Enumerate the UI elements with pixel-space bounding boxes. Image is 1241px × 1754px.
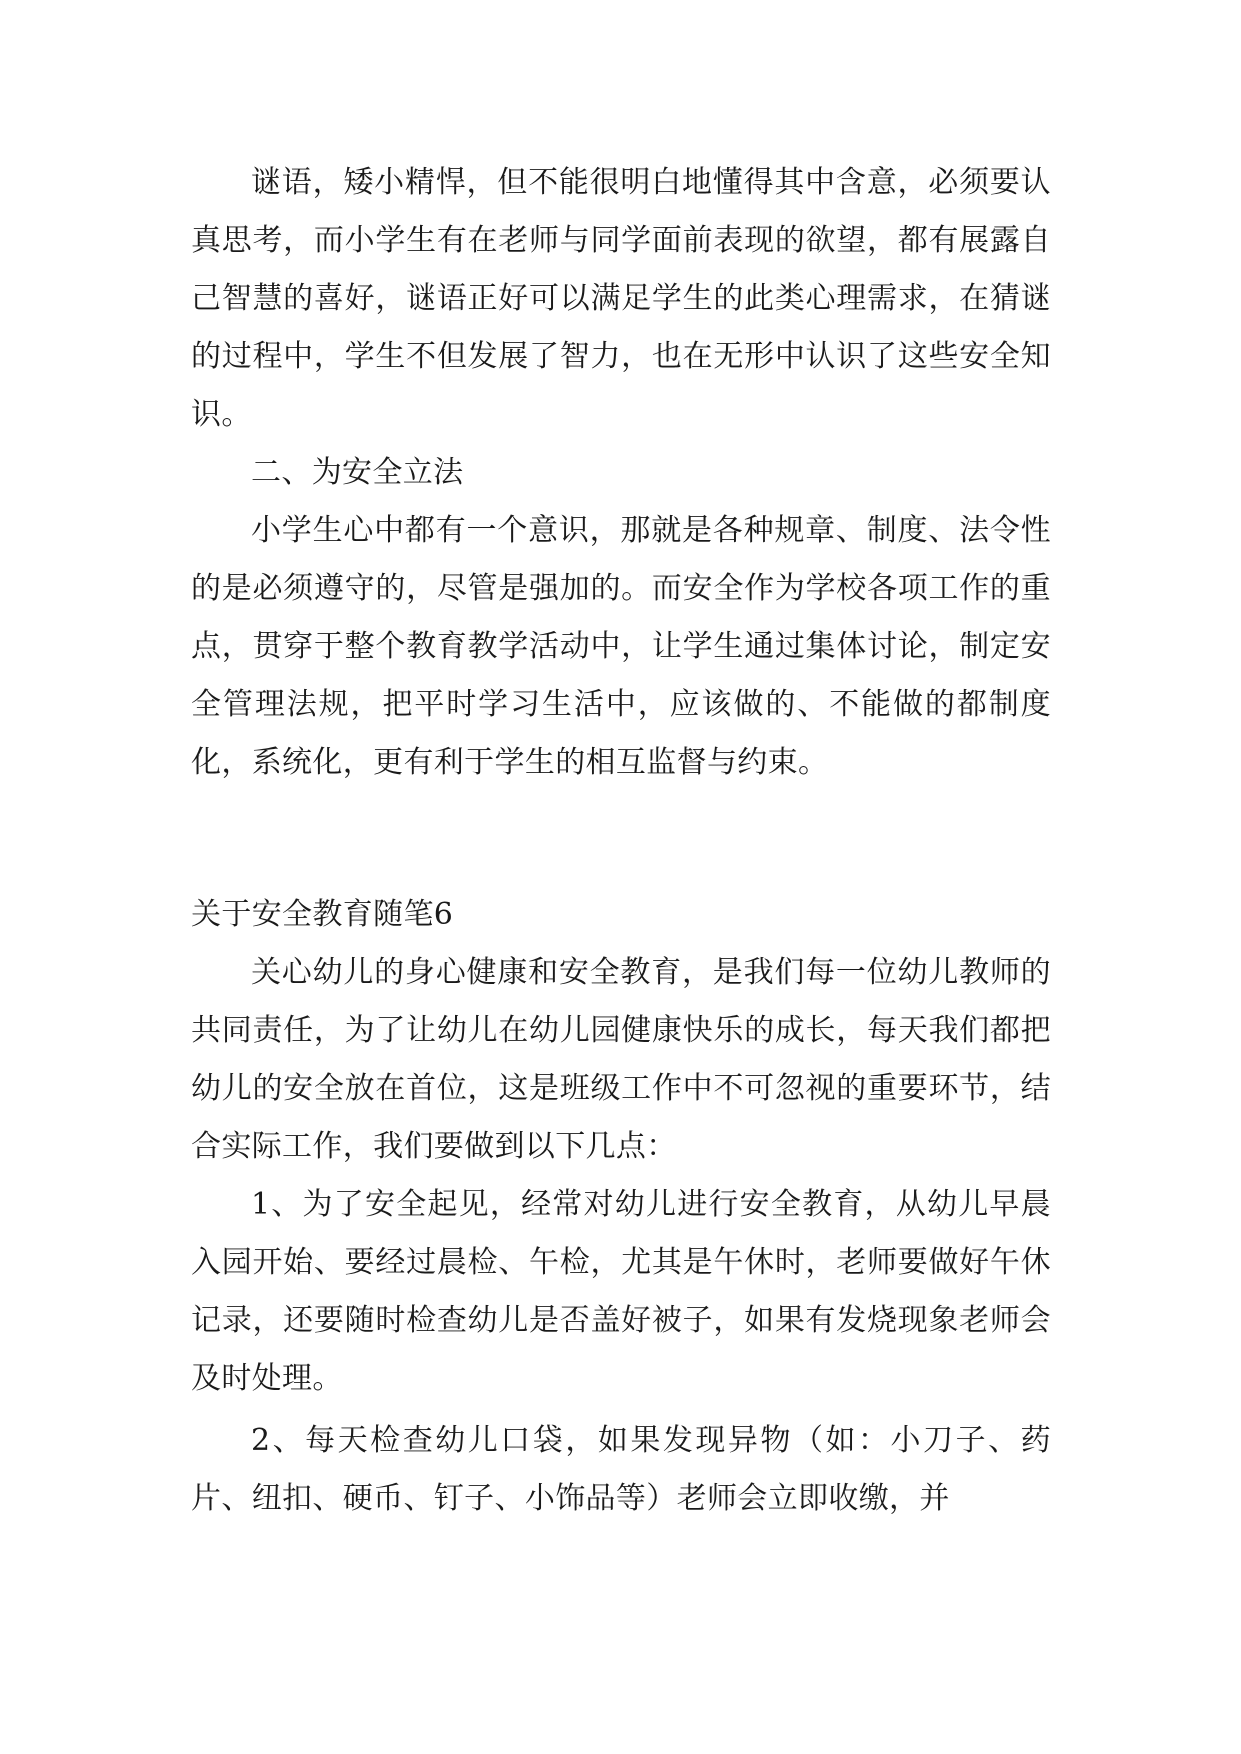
paragraph-intro: 关心幼儿的身心健康和安全教育，是我们每一位幼儿教师的共同责任，为了让幼儿在幼儿园健康快乐的成长，每天我们都把幼儿的安全放在首位，这是班级工作中不可忽视的重要环节，结合实际工作，我们要做到以下几点： [191, 955, 1051, 1164]
document-body [191, 154, 1051, 1528]
section-title: 关于安全教育随笔6 [191, 897, 454, 932]
section-spacer [191, 792, 1051, 886]
paragraph-legislation: 小学生心中都有一个意识，那就是各种规章、制度、法令性的是必须遵守的，尽管是强加的。而安全作为学校各项工作的重点，贯穿于整个教育教学活动中，让学生通过集体讨论，制定安全管理法规，把平时学习生活中，应该做的、不能做的都制度化，系统化，更有利于学生的相互监督与约束。 [191, 513, 1051, 780]
paragraph-point-1: 1、为了安全起见，经常对幼儿进行安全教育，从幼儿早晨入园开始、要经过晨检、午检，尤其是午休时，老师要做好午休记录，还要随时检查幼儿是否盖好被子，如果有发烧现象老师会及时处理。 [191, 1187, 1051, 1396]
paragraph-point-2: 2、每天检查幼儿口袋，如果发现异物（如：小刀子、药片、纽扣、硬币、钉子、小饰品等）老师会立即收缴，并 [191, 1423, 1051, 1516]
paragraph-riddle: 谜语，矮小精悍，但不能很明白地懂得其中含意，必须要认真思考，而小学生有在老师与同学面前表现的欲望，都有展露自己智慧的喜好，谜语正好可以满足学生的此类心理需求，在猜谜的过程中，学生不但发展了智力，也在无形中认识了这些安全知识。 [191, 165, 1051, 432]
subheading-legislation: 二、为安全立法 [251, 455, 464, 490]
